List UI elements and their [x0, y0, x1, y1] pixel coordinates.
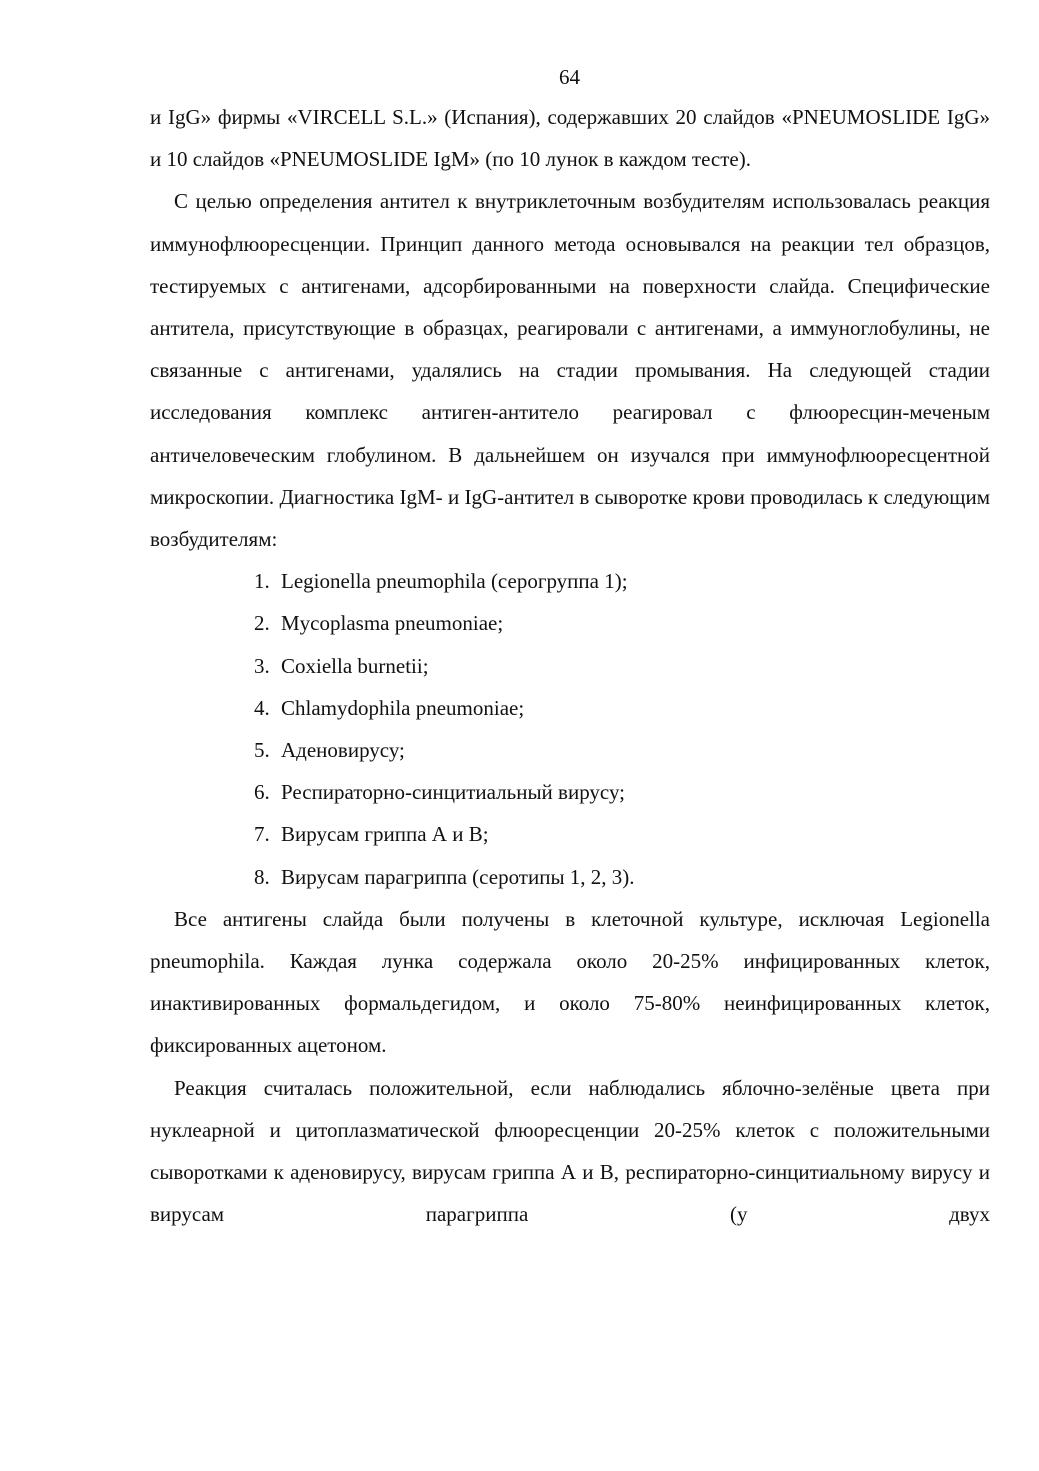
list-item [254, 687, 990, 729]
list-item-text: Coxiella burnetii; [281, 653, 429, 678]
list-item-text: Mycoplasma pneumoniae; [281, 611, 504, 636]
list-item-number: 5. [254, 738, 270, 763]
list-item [254, 645, 990, 687]
list-item-number: 6. [254, 780, 270, 805]
page-number: 64 [559, 65, 580, 89]
list-item-number: 1. [254, 569, 270, 594]
list-item [254, 856, 990, 898]
list-item-number: 7. [254, 822, 270, 847]
list-item-number: 2. [254, 611, 270, 636]
paragraph-reaction: Реакция считалась положительной, если наблюдались яблочно-зелёные цвета при нуклеарной и цитоплазматической флюоресценции 20-25% клеток с положительными сыворотками к аденовирусу, вирусам гриппа А и В, респираторно-синцитиальному вирусу и вирусам парагриппа (у двух [150, 1075, 990, 1227]
paragraph-method: С целью определения антител к внутриклеточным возбудителям использовалась реакция иммунофлюоресценции. Принцип данного метода основывался на реакции тел образцов, тестируемых с антигенами, адсорбированными на поверхности слайда. Специфические антитела, присутствующие в образцах, реагировали с антигенами, а иммуноглобулины, не связанные с антигенами, удалялись на стадии промывания. На следующей стадии исследования комплекс антиген-антитело реагировал с флюоресцин-меченым античеловеческим глобулином. В дальнейшем он изучался при иммунофлюоресцентной микроскопии. Диагностика IgM- и IgG-антител в сыворотке крови проводилась к следующим возбудителям: [150, 189, 990, 552]
list-item-text: Аденовирусу; [281, 738, 405, 763]
list-item [254, 729, 990, 771]
list-item-text: Chlamydophila pneumoniae; [281, 695, 525, 720]
list-item-number: 3. [254, 653, 270, 678]
list-item-number: 4. [254, 695, 270, 720]
list-item-number: 8. [254, 864, 270, 889]
list-item-text: Вирусам парагриппа (серотипы 1, 2, 3). [281, 864, 635, 889]
paragraph-kit-description: и IgG» фирмы «VIRCELL S.L.» (Испания), содержавших 20 слайдов «PNEUMOSLIDE IgG» и 10 слайдов «PNEUMOSLIDE IgM» (по 10 лунок в каждом тесте). [150, 105, 990, 172]
list-item [254, 813, 990, 855]
list-item-text: Респираторно-синцитиальный вирусу; [281, 780, 626, 805]
paragraph-antigens: Все антигены слайда были получены в клеточной культуре, исключая Legionella pneumophila. Каждая лунка содержала около 20-25% инфицированных клеток, инактивированных формальдегидом, и около 75-80% неинфицированных клеток, фиксированных ацетоном. [150, 906, 990, 1058]
list-item [254, 560, 990, 602]
pathogen-list [150, 560, 990, 898]
list-item-text: Вирусам гриппа А и В; [281, 822, 489, 847]
list-item [254, 771, 990, 813]
list-item-text: Legionella pneumophila (серогруппа 1); [281, 569, 628, 594]
list-item [254, 602, 990, 644]
page-body [150, 96, 990, 1235]
